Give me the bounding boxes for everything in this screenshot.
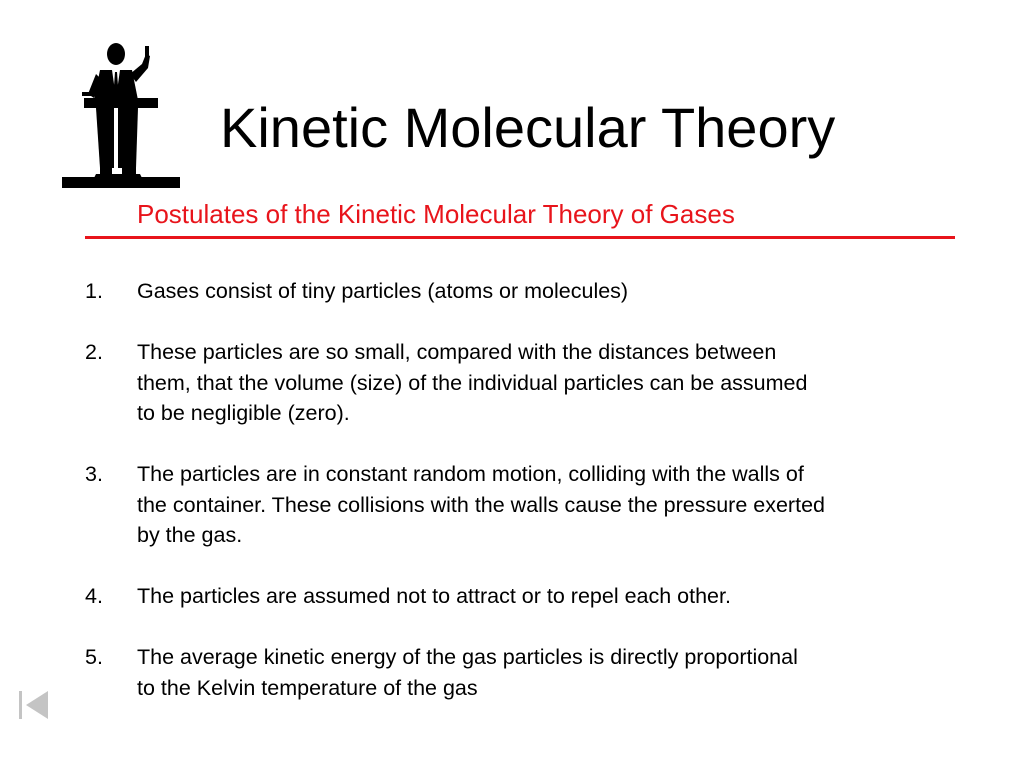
list-item-text: The average kinetic energy of the gas particles is directly proportional: [137, 645, 798, 669]
list-item: [85, 276, 985, 307]
list-item-text: Gases consist of tiny particles (atoms or molecules): [137, 279, 629, 303]
postulates-list: [85, 276, 985, 734]
speaker-at-podium-icon: [60, 40, 182, 190]
list-item-number: 4.: [85, 584, 103, 608]
first-slide-icon[interactable]: [16, 688, 52, 722]
list-item-text: The particles are assumed not to attract or to repel each other.: [137, 584, 731, 608]
slide-title: Kinetic Molecular Theory: [220, 96, 836, 159]
list-item: [85, 459, 985, 551]
list-item: [85, 337, 985, 429]
list-item: [85, 581, 985, 612]
list-item-text: to be negligible (zero).: [137, 401, 350, 425]
subtitle-divider: [85, 236, 955, 239]
list-item-text: them, that the volume (size) of the individual particles can be assumed: [137, 370, 808, 395]
list-item-number: 5.: [85, 645, 103, 669]
list-item: [85, 642, 985, 703]
list-item-text: The particles are in constant random motion, colliding with the walls of: [137, 462, 804, 486]
list-item-number: 3.: [85, 462, 103, 486]
list-item-number: 1.: [85, 279, 103, 303]
slide-subtitle: Postulates of the Kinetic Molecular Theory of Gases: [137, 199, 735, 229]
list-item-text: to the Kelvin temperature of the gas: [137, 675, 478, 700]
list-item-text: by the gas.: [137, 523, 243, 547]
list-item-number: 2.: [85, 340, 103, 364]
list-item-text: These particles are so small, compared with the distances between: [137, 340, 777, 364]
list-item-text: the container. These collisions with the walls cause the pressure exerted: [137, 492, 825, 517]
